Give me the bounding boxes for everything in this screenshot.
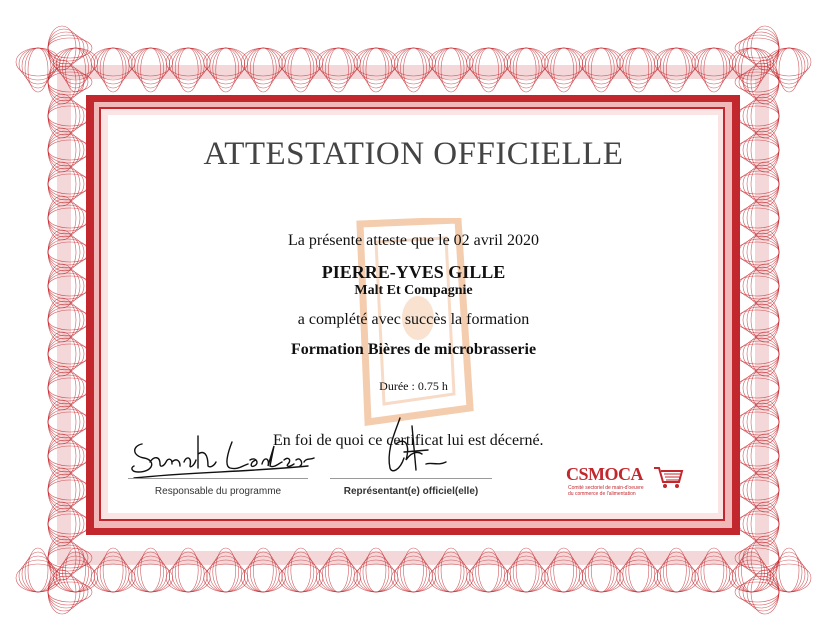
course-name: Formation Bières de microbrasserie xyxy=(290,341,537,358)
shopping-cart-icon xyxy=(652,465,684,491)
csmoca-logo xyxy=(566,464,691,504)
signature-line xyxy=(330,478,492,479)
logo-subtitle-line: du commerce de l'alimentation xyxy=(568,491,636,497)
certificate-title: ATTESTATION OFFICIELLE xyxy=(203,136,624,172)
signature-line xyxy=(128,478,308,479)
official-representative-signature xyxy=(366,414,466,480)
signature-label: Responsable du programme xyxy=(154,486,282,497)
logo-wordmark: CSMOCA xyxy=(566,464,643,484)
closing-statement: En foi de quoi ce certificat lui est décerné. xyxy=(273,432,544,449)
program-manager-signature xyxy=(128,432,318,482)
attestation-intro: La présente atteste que le 02 avril 2020 xyxy=(287,232,539,249)
recipient-company: Malt Et Compagnie xyxy=(354,283,473,298)
recipient-name: PIERRE-YVES GILLE xyxy=(321,262,506,282)
completion-text: a complété avec succès la formation xyxy=(297,311,530,328)
course-duration: Durée : 0.75 h xyxy=(379,379,448,393)
logo-subtitle-line: Comité sectoriel de main-d'oeuvre xyxy=(568,485,644,491)
logo-subtitle xyxy=(568,485,644,497)
signature-label: Représentant(e) officiel(elle) xyxy=(343,486,479,497)
